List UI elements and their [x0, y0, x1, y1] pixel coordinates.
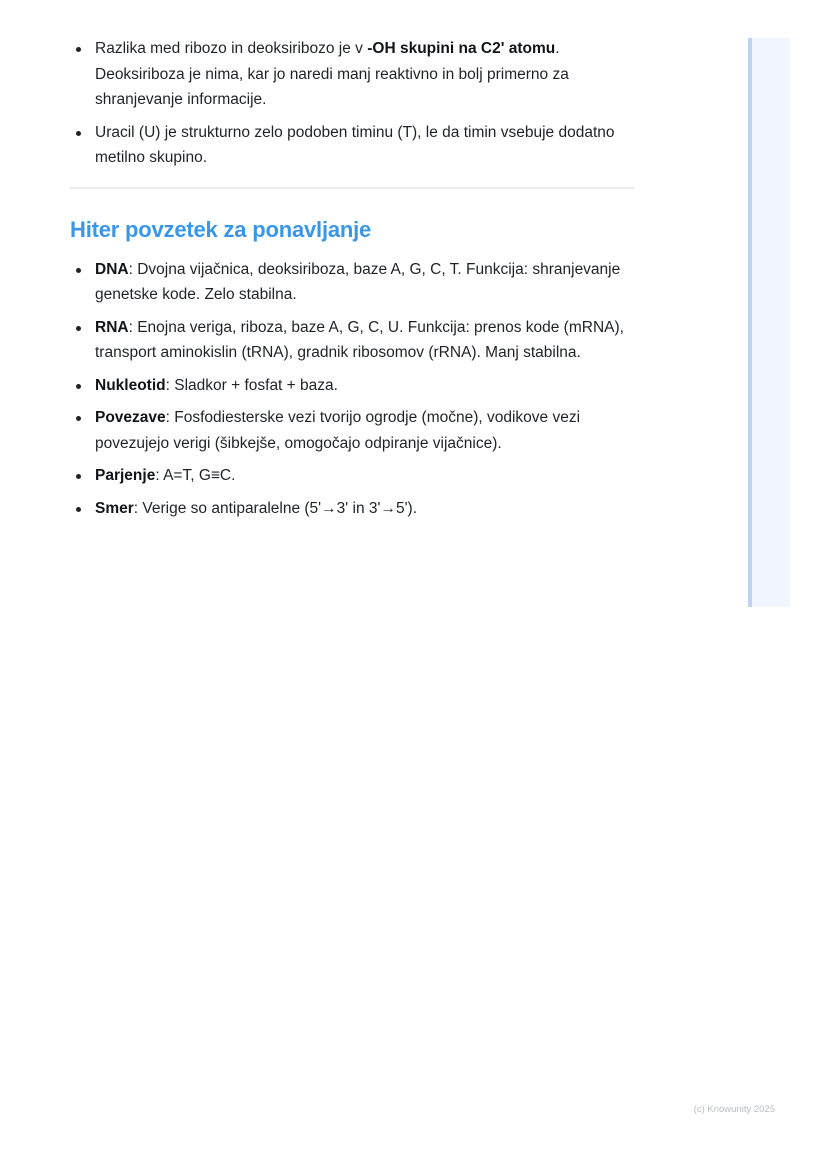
- list-item: [70, 36, 634, 113]
- section-divider: [70, 187, 634, 189]
- summary-text: : Dvojna vijačnica, deoksiriboza, baze A, G, C, T. Funkcija: shranjevanje genetske kode. Zelo stabilna.: [95, 260, 621, 303]
- list-item-bold-text: -OH skupini na C2' atomu: [367, 40, 556, 57]
- summary-term: DNA: [95, 260, 129, 278]
- summary-term: RNA: [95, 318, 129, 336]
- document-content: [70, 36, 634, 528]
- summary-term: Parjenje: [95, 467, 156, 484]
- list-item-text: . Deoksiriboza je nima, kar jo naredi manj reaktivno in bolj primerno za shranjevanje informacije.: [95, 40, 569, 108]
- footer-copyright: (c) Knowunity 2025: [693, 1104, 775, 1115]
- section-title: Hiter povzetek za ponavljanje: [70, 216, 372, 242]
- summary-term: Smer: [95, 499, 134, 517]
- summary-item-smer: [70, 496, 634, 522]
- list-item: [70, 120, 634, 171]
- summary-text: : Fosfodiesterske vezi tvorijo ogrodje (močne), vodikove vezi povezujejo verigi (šibkejše, omogočajo odpiranje vijačnice).: [95, 409, 581, 452]
- summary-text: : A=T, G≡C.: [155, 467, 236, 484]
- list-item-text: Uracil (U) je strukturno zelo podoben timinu (T), le da timin vsebuje dodatno metilno skupino.: [95, 123, 615, 166]
- list-item-text: Razlika med ribozo in deoksiribozo je v: [95, 40, 368, 57]
- summary-item-nukleotid: [70, 373, 634, 399]
- summary-item-dna: [70, 257, 634, 308]
- summary-text: : Verige so antiparalelne (5'→3' in 3'→5').: [133, 499, 418, 517]
- summary-text: : Enojna veriga, riboza, baze A, G, C, U. Funkcija: prenos kode (mRNA), transport aminokislin (tRNA), gradnik ribosomov (rRNA). Manj stabilna.: [95, 318, 624, 361]
- side-note-panel: [748, 38, 790, 607]
- intro-list: [70, 36, 634, 171]
- summary-text: : Sladkor + fosfat + baza.: [165, 376, 338, 394]
- summary-term: Povezave: [95, 409, 166, 426]
- summary-list: [70, 257, 634, 522]
- summary-item-povezave: [70, 405, 634, 456]
- summary-term: Nukleotid: [95, 376, 166, 394]
- summary-item-rna: [70, 315, 634, 366]
- summary-item-parjenje: [70, 463, 634, 489]
